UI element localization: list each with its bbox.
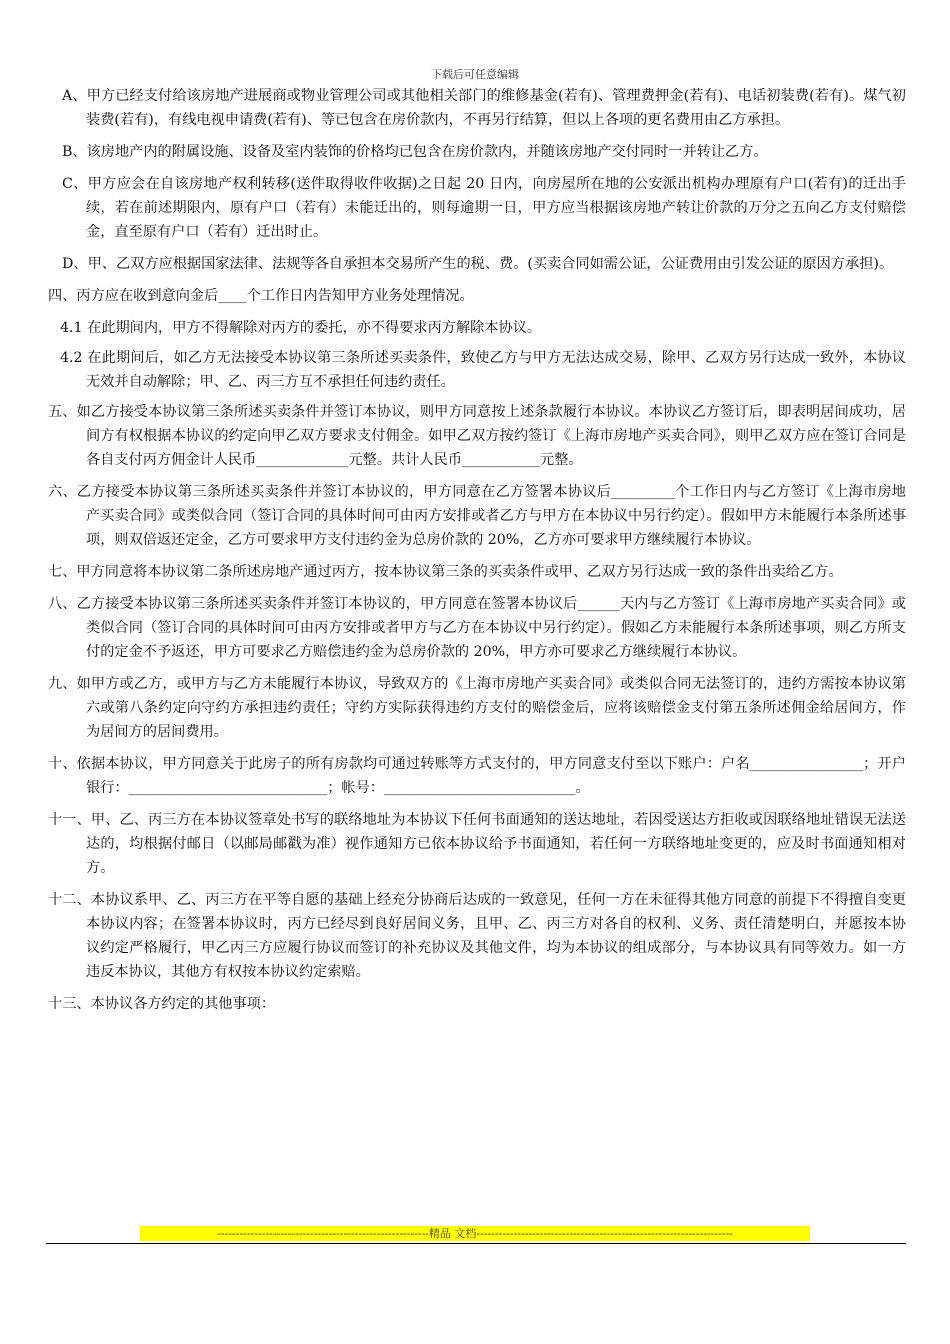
article-9: 九、如甲方或乙方，或甲方与乙方未能履行本协议，导致双方的《上海市房地产买卖合同》或类似合同无法签订的，违约方需按本协议第六或第八条约定向守约方承担违约责任；守约方实际获得违约方支付的赔偿金后，应将该赔偿金支付第五条所述佣金给居间方，作为居间方的居间费用。	[48, 676, 906, 740]
article-6: 六、乙方接受本协议第三条所述买卖条件并签订本协议的，甲方同意在乙方签署本协议后_________个工作日内与乙方签订《上海市房地产买卖合同》或类似合同（签订合同的具体时间可由丙方安排或者乙方与甲方在本协议中另行约定）。假如甲方未能履行本条所述事项，则双倍返还定金，乙方可要求甲方支付违约金为总房价款的 20%，乙方亦可要求甲方继续履行本协议。	[48, 484, 906, 548]
clause-a: A、甲方已经支付给该房地产进展商或物业管理公司或其他相关部门的维修基金(若有)、管理费押金(若有)、电话初装费(若有)。煤气初装费(若有)，有线电视申请费(若有)、等已包含在房价款内，不再另行结算，但以上各项的更名费用由乙方承担。	[62, 88, 906, 128]
clause-b: B、该房地产内的附属设施、设备及室内装饰的价格均已包含在房价款内，并随该房地产交付同时一并转让乙方。	[62, 144, 768, 160]
footer-banner: ---------------------------------------------------------精品 文档---------------------------------------------------------------------	[140, 1226, 810, 1241]
article-10: 十、依据本协议，甲方同意关于此房子的所有房款均可通过转账等方式支付的，甲方同意支付至以下账户：户名________________；开户银行：____________________________；帐号：___________________________。	[48, 756, 906, 796]
document-body	[48, 84, 906, 1024]
article-4-1: 4.1 在此期间内，甲方不得解除对丙方的委托，亦不得要求丙方解除本协议。	[60, 320, 542, 336]
article-8: 八、乙方接受本协议第三条所述买卖条件并签订本协议的，甲方同意在签署本协议后______天内与乙方签订《上海市房地产买卖合同》或类似合同（签订合同的具体时间可由丙方安排或者甲方与乙方在本协议中另行约定）。假如乙方未能履行本条所述事项，则乙方所支付的定金不予返还，甲方可要求乙方赔偿违约金为总房价款的 20%，甲方亦可要求乙方继续履行本协议。	[48, 596, 906, 660]
article-12: 十二、本协议系甲、乙、丙三方在平等自愿的基础上经充分协商后达成的一致意见，任何一方在未征得其他方同意的前提下不得擅自变更本协议内容；在签署本协议时，丙方已经尽到良好居间义务，且甲、乙、丙三方对各自的权利、义务、责任清楚明白，并愿按本协议约定严格履行，甲乙丙三方应履行协议而签订的补充协议及其他文件，均为本协议的组成部分，与本协议具有同等效力。如一方违反本协议，其他方有权按本协议约定索赔。	[48, 892, 906, 980]
footer-rule	[46, 1243, 906, 1244]
article-4-2: 4.2 在此期间后，如乙方无法接受本协议第三条所述买卖条件，致使乙方与甲方无法达成交易，除甲、乙双方另行达成一致外，本协议无效并自动解除；甲、乙、丙三方互不承担任何违约责任。	[60, 350, 906, 390]
article-4: 四、丙方应在收到意向金后____个工作日内告知甲方业务处理情况。	[48, 288, 474, 304]
clause-d: D、甲、乙双方应根据国家法律、法规等各自承担本交易所产生的税、费。(买卖合同如需公证，公证费用由引发公证的原因方承担)。	[62, 256, 894, 272]
clause-c: C、甲方应会在自该房地产权利转移(送件取得收件收据)之日起 20 日内，向房屋所在地的公安派出机构办理原有户口(若有)的迁出手续，若在前述期限内，原有户口（若有）未能迁出的，则每逾期一日，甲方应当根据该房地产转让价款的万分之五向乙方支付赔偿金，直至原有户口（若有）迁出时止。	[62, 176, 906, 240]
article-11: 十一、甲、乙、丙三方在本协议签章处书写的联络地址为本协议下任何书面通知的送达地址，若因受送达方拒收或因联络地址错误无法送达的，均根据付邮日（以邮局邮戳为准）视作通知方已依本协议给予书面通知，若任何一方联络地址变更的，应及时书面通知相对方。	[48, 812, 906, 876]
article-7: 七、甲方同意将本协议第二条所述房地产通过丙方，按本协议第三条的买卖条件或甲、乙双方另行达成一致的条件出卖给乙方。	[48, 564, 843, 580]
article-13: 十三、本协议各方约定的其他事项：	[48, 996, 276, 1012]
article-5: 五、如乙方接受本协议第三条所述买卖条件并签订本协议，则甲方同意按上述条款履行本协议。本协议乙方签订后，即表明居间成功，居间方有权根据本协议的约定向甲乙双方要求支付佣金。如甲乙双方按约签订《上海市房地产买卖合同》，则甲乙双方应在签订合同是各自支付丙方佣金计人民币_____________元整。共计人民币___________元整。	[48, 404, 906, 468]
page-header: 下载后可任意编辑	[431, 68, 519, 81]
